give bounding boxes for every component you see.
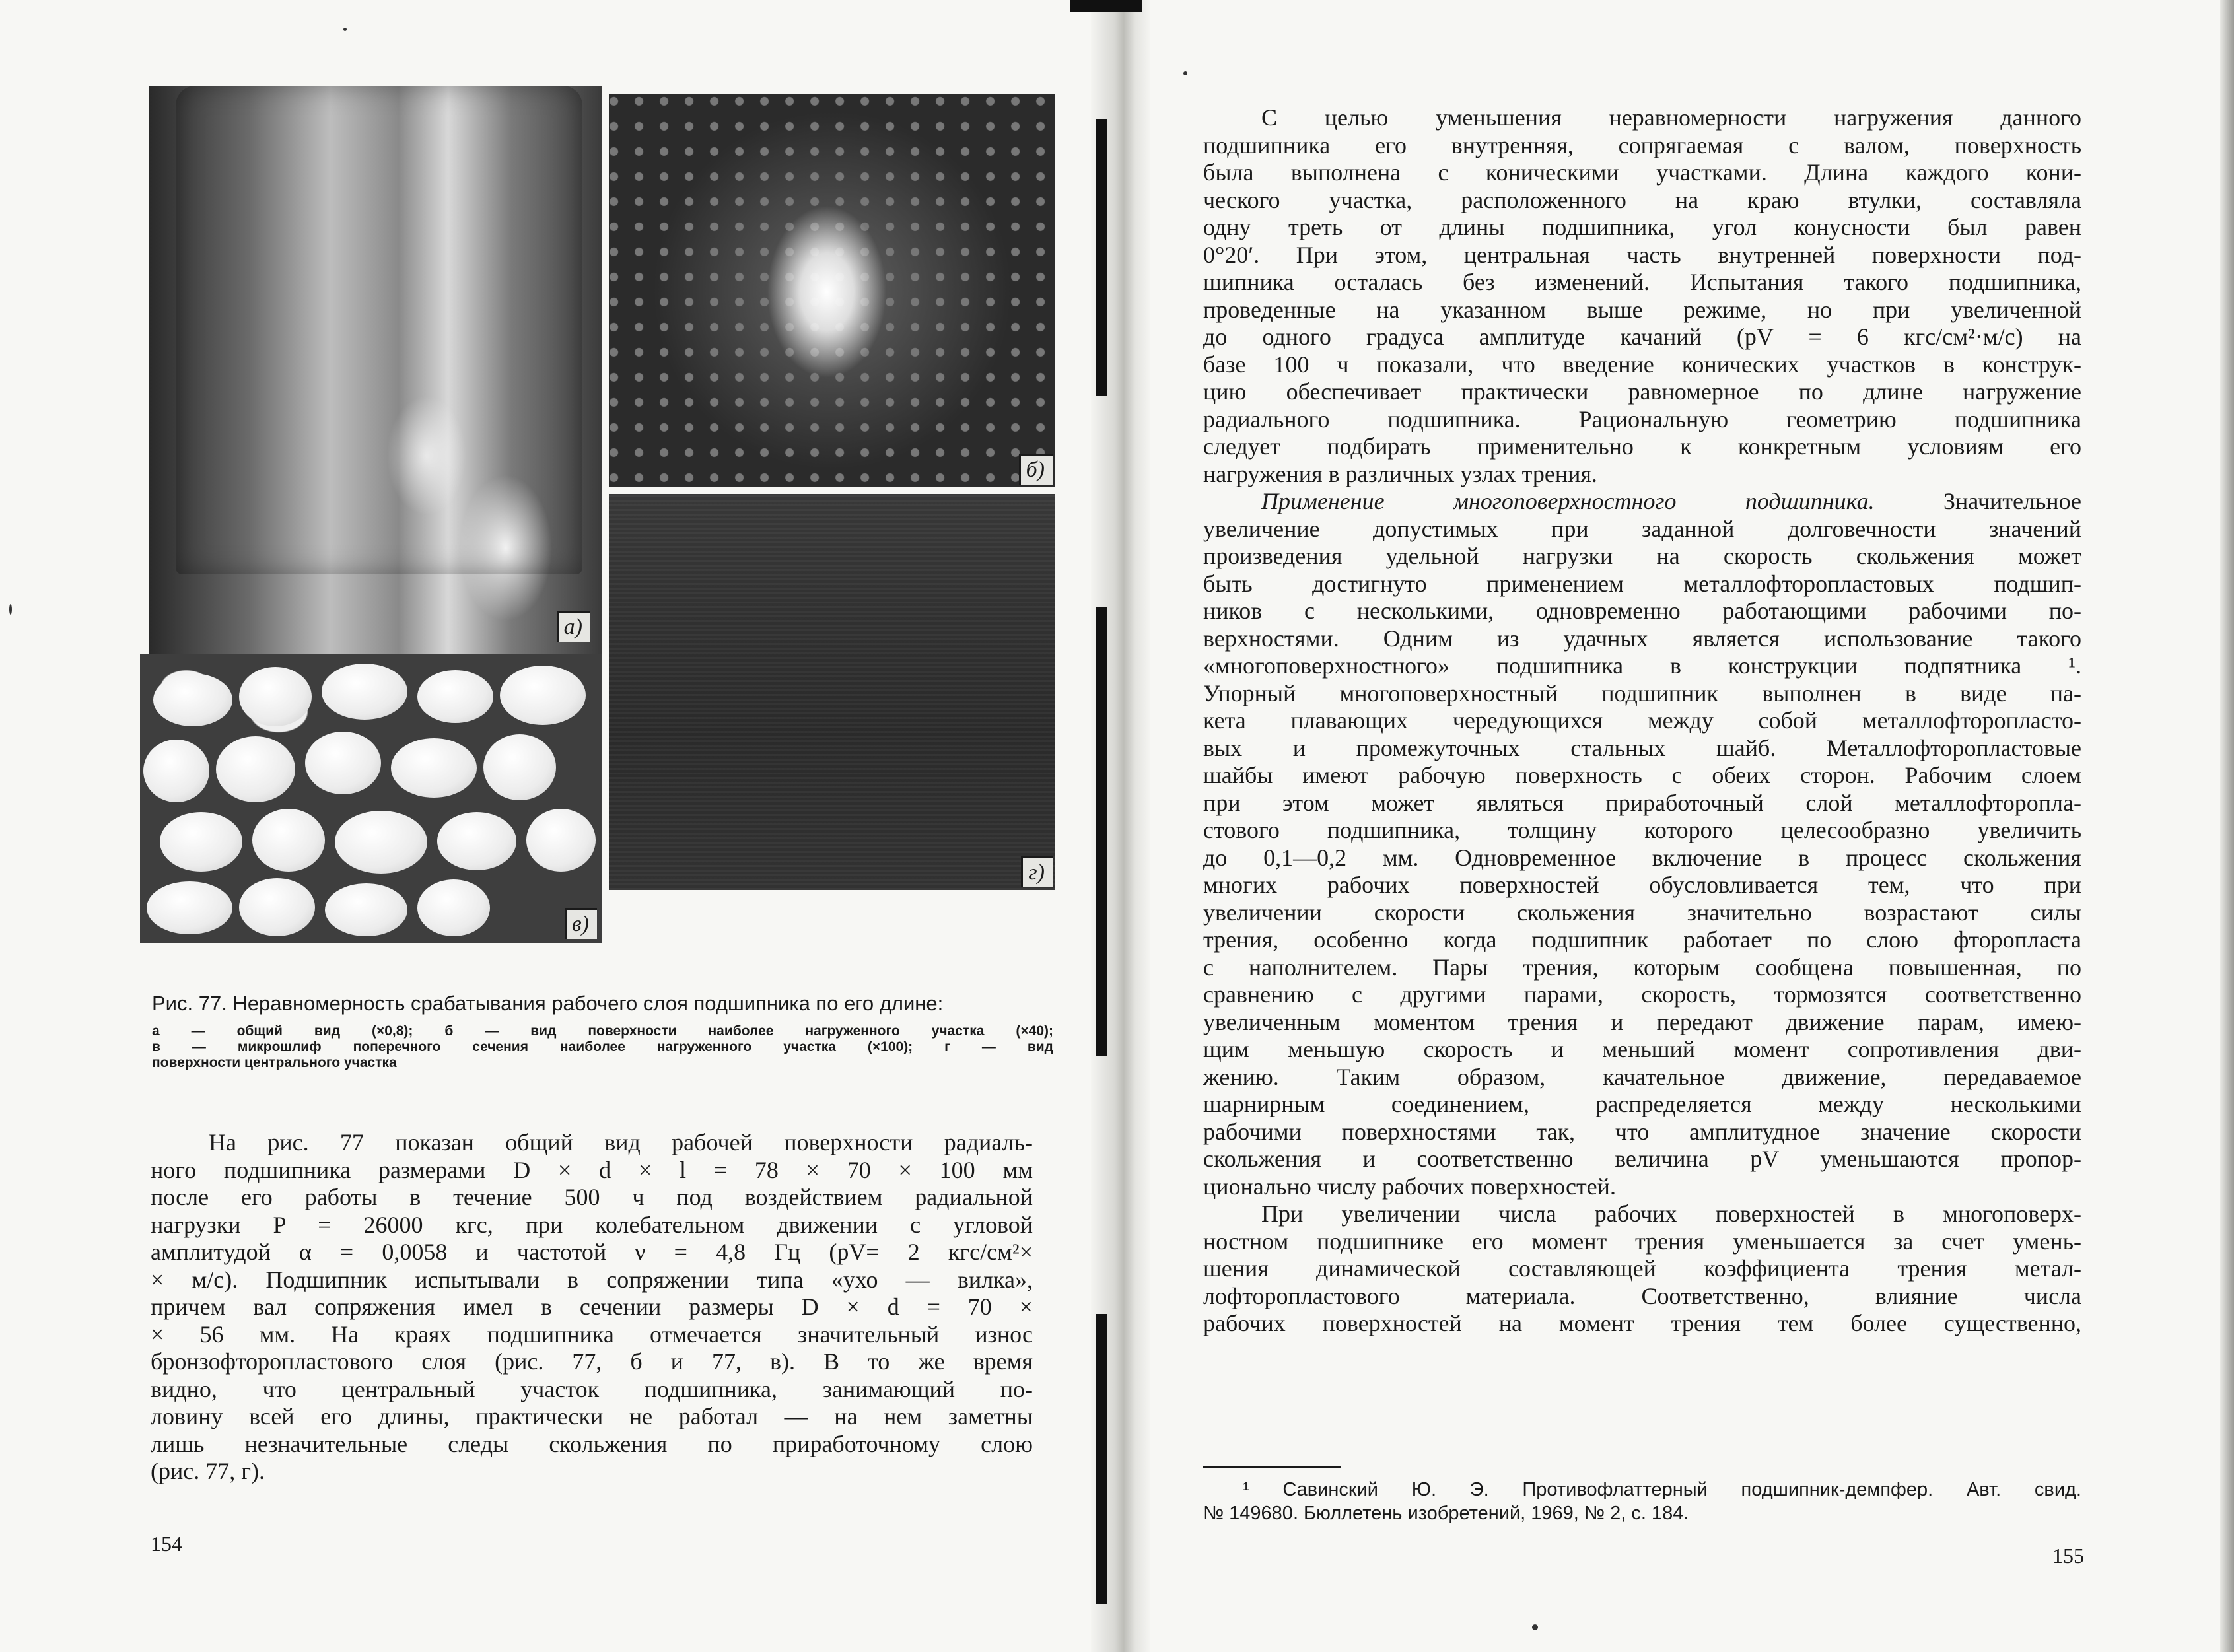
figure-panel-a-bearing-overview — [149, 86, 602, 654]
text-line: нагрузки P = 26000 кгс, при колебательном движении с угловой — [151, 1211, 1033, 1238]
caption-line: поверхности центрального участка — [152, 1055, 397, 1070]
text-line: трения, особенно когда подшипник работает по слою фторопласта — [1203, 926, 2081, 953]
text-line: нагружения в различных узлах трения. — [1203, 460, 1597, 487]
text-line — [1203, 488, 2081, 516]
figure-panel-b-loaded-surface — [609, 94, 1055, 487]
text-line: базе 100 ч показали, что введение конических участков в конструк- — [1203, 351, 2081, 378]
text-line: подшипника его внутренняя, сопрягаемая с валом, поверхность — [1203, 131, 2081, 158]
text-line: с наполнителем. Пары трения, которым сообщена повышенная, по — [1203, 953, 2081, 981]
gutter-shadow — [1096, 1314, 1107, 1604]
text-line: произведения удельной нагрузки на скорость скольжения может — [1203, 543, 2081, 569]
text-line: одну треть от длины подшипника, угол конусности был равен — [1203, 214, 2081, 240]
text-line: многих рабочих поверхностей обусловливается тем, что при — [1203, 872, 2081, 898]
particle — [325, 883, 407, 936]
text-line: шипника осталась без изменений. Испытания такого подшипника, — [1203, 269, 2081, 295]
text-line: лишь незначительные следы скольжения по приработочному слою — [151, 1430, 1033, 1457]
section-heading: Применение многоповерхностного подшипника. — [1261, 488, 1875, 514]
text-line: ностном подшипнике его момент трения уменьшается за счет умень- — [1203, 1227, 2081, 1255]
particle — [335, 811, 427, 874]
text-line: (рис. 77, г). — [151, 1458, 265, 1484]
text-line: верхностями. Одним из удачных является использование такого — [1203, 625, 2081, 652]
page-number-right: 155 — [2052, 1544, 2084, 1567]
text-line: радиального подшипника. Рациональную геометрию подшипника — [1203, 405, 2081, 432]
text-line: увеличение допустимых при заданной долговечности значений — [1203, 515, 2081, 542]
text-line: щим меньшую скорость и меньший момент сопротивления дви- — [1203, 1036, 2081, 1062]
text-line: амплитудой α = 0,0058 и частотой ν = 4,8 Гц (pV= 2 кгс/см²× — [151, 1239, 1033, 1265]
text-line: кета плавающих чередующихся между собой металлофторопласто- — [1203, 707, 2081, 734]
scan-speck — [1532, 1624, 1538, 1630]
footnote-divider — [1203, 1466, 1341, 1468]
caption-detail — [152, 1023, 1053, 1071]
figure-panel-d-central-surface — [609, 494, 1055, 890]
text-line: увеличении скорости скольжения значительно возрастают силы — [1203, 899, 2081, 926]
particle — [239, 667, 312, 726]
particle — [305, 732, 381, 794]
panel-label-a: а) — [557, 611, 590, 642]
particle — [153, 673, 232, 726]
text-line: при этом может являться приработочный слой металлофторопла- — [1203, 789, 2081, 816]
text-line: бронзофторопластового слоя (рис. 77, б и 77, в). В то же время — [151, 1348, 1033, 1375]
text-line: 0°20′. При этом, центральная часть внутренней поверхности под- — [1203, 241, 2081, 268]
text-line: до одного градуса амплитуде качаний (pV = 6 кгс/см²·м/с) на — [1203, 324, 2081, 350]
text-line: проведенные на указанном выше режиме, но при увеличенной — [1203, 296, 2081, 323]
text-line: С целью уменьшения неравномерности нагружения данного — [1261, 104, 2081, 131]
text-line: быть достигнуто применением металлофторопластовых подшип- — [1203, 570, 2081, 597]
text-line: × м/с). Подшипник испытывали в сопряжении типа «ухо — вилка», — [151, 1266, 1033, 1293]
footnote-line: ¹ Савинский Ю. Э. Противофлаттерный подшипник-демпфер. Авт. свид. — [1243, 1479, 2081, 1500]
figure-caption — [152, 990, 1053, 1071]
text-line: сравнению с другими парами, скорость, тормозятся соответственно — [1203, 981, 2081, 1008]
text-line: видно, что центральный участок подшипника, занимающий по- — [151, 1375, 1033, 1402]
gutter-shadow — [1096, 607, 1107, 1056]
text-line: цию обеспечивает практически равномерное по длине нагружение — [1203, 378, 2081, 405]
scan-speck — [343, 28, 347, 31]
caption-title: Рис. 77. Неравномерность срабатывания рабочего слоя подшипника по его длине: — [152, 992, 944, 1015]
particle — [239, 878, 315, 936]
text-line: была выполнена с коническими участками. Длина каждого кони- — [1203, 159, 2081, 186]
footnote-line: № 149680. Бюллетень изобретений, 1969, № 2, с. 184. — [1203, 1503, 1689, 1524]
gutter-shadow — [1070, 0, 1142, 12]
text-line: × 56 мм. На краях подшипника отмечается значительный износ — [151, 1321, 1033, 1348]
gutter-shadow — [1096, 119, 1107, 396]
text-line: «многоповерхностного» подшипника в конструкции подпятника ¹. — [1203, 652, 2081, 679]
panel-label-b: б) — [1019, 454, 1053, 485]
text-line: стового подшипника, толщину которого целесообразно увеличить — [1203, 817, 2081, 843]
caption-line: а — общий вид (×0,8); б — вид поверхности наиболее нагруженного участка (×40); — [152, 1023, 1053, 1039]
footnote — [1203, 1478, 2081, 1525]
particle — [391, 738, 477, 798]
left-page-body — [151, 1129, 1033, 1486]
text-line: скольжения и соответственно величина pV уменьшаются пропор- — [1203, 1146, 2081, 1172]
text-line: вых и промежуточных стальных шайб. Металлофторопластовые — [1203, 734, 2081, 761]
text-line: рабочими поверхностями так, что амплитудное значение скорости — [1203, 1118, 2081, 1145]
caption-line: в — микрошлиф поперечного сечения наиболее нагруженного участка (×100); г — вид — [152, 1039, 1053, 1054]
particle — [417, 879, 490, 936]
page-number-left: 154 — [151, 1532, 182, 1556]
right-page-body — [1203, 104, 2081, 1338]
text-fragment: Значительное — [1943, 488, 2081, 514]
particle — [500, 666, 586, 725]
particle — [417, 670, 493, 723]
panel-label-d: г) — [1021, 856, 1053, 887]
particle — [526, 809, 596, 872]
page-edge — [2220, 0, 2234, 1652]
particle — [147, 881, 232, 934]
text-line: На рис. 77 показан общий вид рабочей поверхности радиаль- — [209, 1129, 1033, 1155]
particle — [160, 812, 242, 872]
text-line: жению. Таким образом, качательное движение, передаваемое — [1203, 1063, 2081, 1090]
text-line: после его работы в течение 500 ч под воздействием радиальной — [151, 1184, 1033, 1210]
text-line: лофторопластового материала. Соответственно, влияние числа — [1203, 1282, 2081, 1309]
particle — [143, 740, 209, 802]
text-line: до 0,1—0,2 мм. Одновременное включение в процесс скольжения — [1203, 844, 2081, 871]
text-line: рабочих поверхностей на момент трения тем более существенно, — [1203, 1310, 2081, 1336]
text-line: шарнирным соединением, распределяется между несколькими — [1203, 1091, 2081, 1117]
particle — [483, 734, 556, 800]
particle — [437, 812, 516, 870]
text-line: ционально числу рабочих поверхностей. — [1203, 1173, 1616, 1200]
text-line: ного подшипника размерами D × d × l = 78 × 70 × 100 мм — [151, 1156, 1033, 1183]
panel-label-c: в) — [565, 908, 597, 939]
scan-speck — [1183, 71, 1187, 75]
text-line: шения динамической составляющей коэффициента трения метал- — [1203, 1255, 2081, 1282]
text-line: Упорный многоповерхностный подшипник выполнен в виде па- — [1203, 679, 2081, 706]
text-line: ников с несколькими, одновременно работающими рабочими по- — [1203, 598, 2081, 624]
text-line: ловину всей его длины, практически не работал — на нем заметны — [151, 1403, 1033, 1429]
text-line: ческого участка, расположенного на краю втулки, составляла — [1203, 186, 2081, 213]
figure-panel-c-microsection — [140, 654, 602, 943]
text-line: шайбы имеют рабочую поверхность с обеих сторон. Рабочим слоем — [1203, 762, 2081, 788]
text-line: причем вал сопряжения имел в сечении размеры D × d = 70 × — [151, 1293, 1033, 1320]
text-line: увеличенным моментом трения и передают движение парам, имею- — [1203, 1008, 2081, 1035]
particle — [216, 736, 295, 802]
text-line: следует подбирать применительно к конкретным условиям его — [1203, 433, 2081, 460]
text-line: При увеличении числа рабочих поверхностей в многоповерх- — [1261, 1200, 2081, 1227]
particle — [322, 664, 407, 720]
scan-speck — [9, 604, 12, 615]
particle — [252, 809, 325, 872]
